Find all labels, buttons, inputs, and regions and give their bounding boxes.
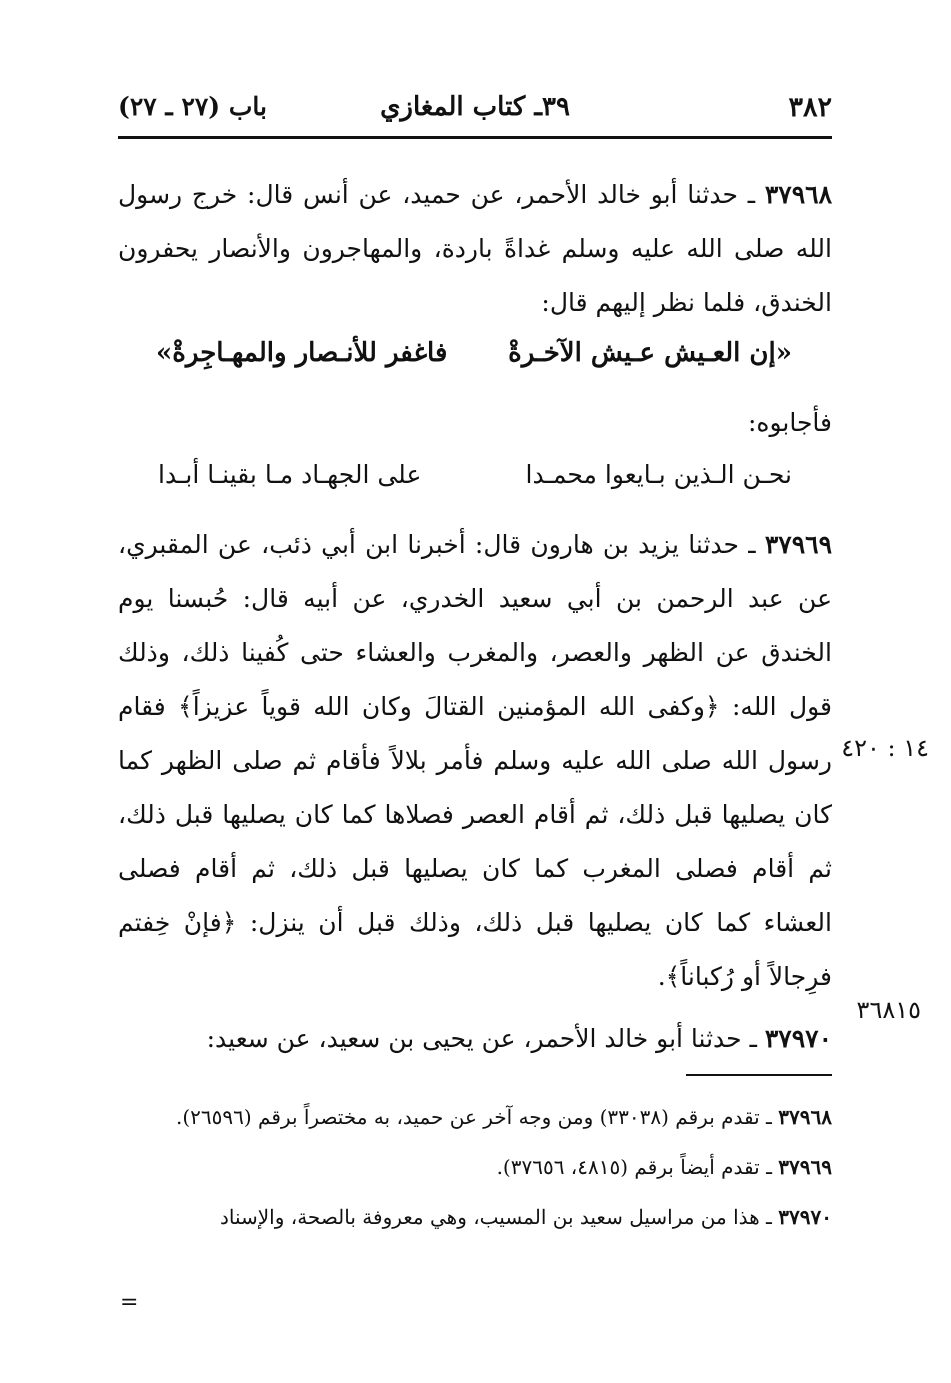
hadith-text: ـ حدثنا أبو خالد الأحمر، عن حميد، عن أنس قال: خرج رسول الله صلى الله عليه وسلم غداةً باردة، والمهاجرون والأنصار يحفرون الخندق، فلما نظر إليهم قال: [118, 180, 832, 317]
hadith-number: ٣٧٩٦٩ [764, 530, 832, 559]
footnote-text: ـ تقدم برقم (٣٣٠٣٨) ومن وجه آخر عن حميد، به مختصراً برقم (٢٦٥٩٦). [175, 1105, 779, 1129]
hadith-text: ـ حدثنا أبو خالد الأحمر، عن يحيى بن سعيد، عن سعيد: [206, 1024, 765, 1053]
hadith-text: ـ حدثنا يزيد بن هارون قال: أخبرنا ابن أبي ذئب، عن المقبري، عن عبد الرحمن بن أبي سعيد الخدري، عن أبيه قال: حُبسنا يوم الخندق عن الظهر والعصر، والمغرب والعشاء حتى كُفينا ذلك، وذلك قول الله: ﴿وكفى الله المؤمنين القتالَ وكان الله قوياً عزيزاً﴾ فقام رسول الله صلى الله عليه وسلم فأمر بلالاً فأقام ثم صلى الظهر كما كان يصليها قبل ذلك، ثم أقام العصر فصلاها كما كان يصليها قبل ذلك، ثم أقام فصلى المغرب كما كان يصليها قبل ذلك، ثم أقام فصلى العشاء كما كان يصليها قبل ذلك، وذلك قبل أن ينزل: ﴿فإنْ خِفتم فرِجالاً أو رُكباناً﴾. [118, 530, 832, 991]
main-text [118, 168, 832, 1066]
footnote-rule [686, 1074, 832, 1076]
verse-first-hemistich: «إن العـيش عـيش الآخـرةْ [508, 338, 792, 368]
margin-reference: ١٤ : ٤٢٠ [841, 734, 929, 762]
page-header [118, 92, 832, 130]
header-rule [118, 136, 832, 139]
footnote-37969 [118, 1148, 832, 1186]
hadith-37969 [118, 518, 832, 1004]
footnote-number: ٣٧٩٦٩ [778, 1155, 832, 1179]
verse-second-hemistich: فاغفر للأنـصار والمهـاجِرةْ» [156, 338, 448, 368]
footnote-37970 [118, 1198, 832, 1236]
poem-verse-2 [118, 452, 832, 510]
reply-label: فأجابوه: [747, 408, 832, 437]
hadith-number: ٣٧٩٧٠ [764, 1024, 832, 1053]
footnote-number: ٣٧٩٧٠ [778, 1205, 832, 1229]
footnote-number: ٣٧٩٦٨ [778, 1105, 832, 1129]
footnote-37968 [118, 1098, 832, 1136]
footnote-text: ـ تقدم أيضاً برقم (٤٨١٥، ٣٧٦٥٦). [496, 1155, 779, 1179]
hadith-37970 [118, 1012, 832, 1066]
footnote-text: ـ هذا من مراسيل سعيد بن المسيب، وهي معروفة بالصحة، والإسناد [219, 1205, 779, 1229]
poem-verse-1 [118, 330, 832, 388]
verse-first-hemistich: نحـن الـذين بـايعوا محمـدا [525, 460, 792, 489]
hadith-37968 [118, 168, 832, 330]
chapter-reference: باب (٢٧ ـ ٢٧) [118, 92, 267, 121]
margin-reference: ٣٦٨١٥ [856, 996, 921, 1024]
running-title: ٣٩ـ كتاب المغازي [380, 92, 570, 122]
continuation-mark: = [120, 1290, 139, 1315]
hadith-number: ٣٧٩٦٨ [764, 180, 832, 209]
page-number: ٣٨٢ [788, 92, 832, 123]
verse-second-hemistich: على الجهـاد مـا بقينـا أبـدا [158, 460, 422, 489]
footnotes [118, 1098, 832, 1248]
